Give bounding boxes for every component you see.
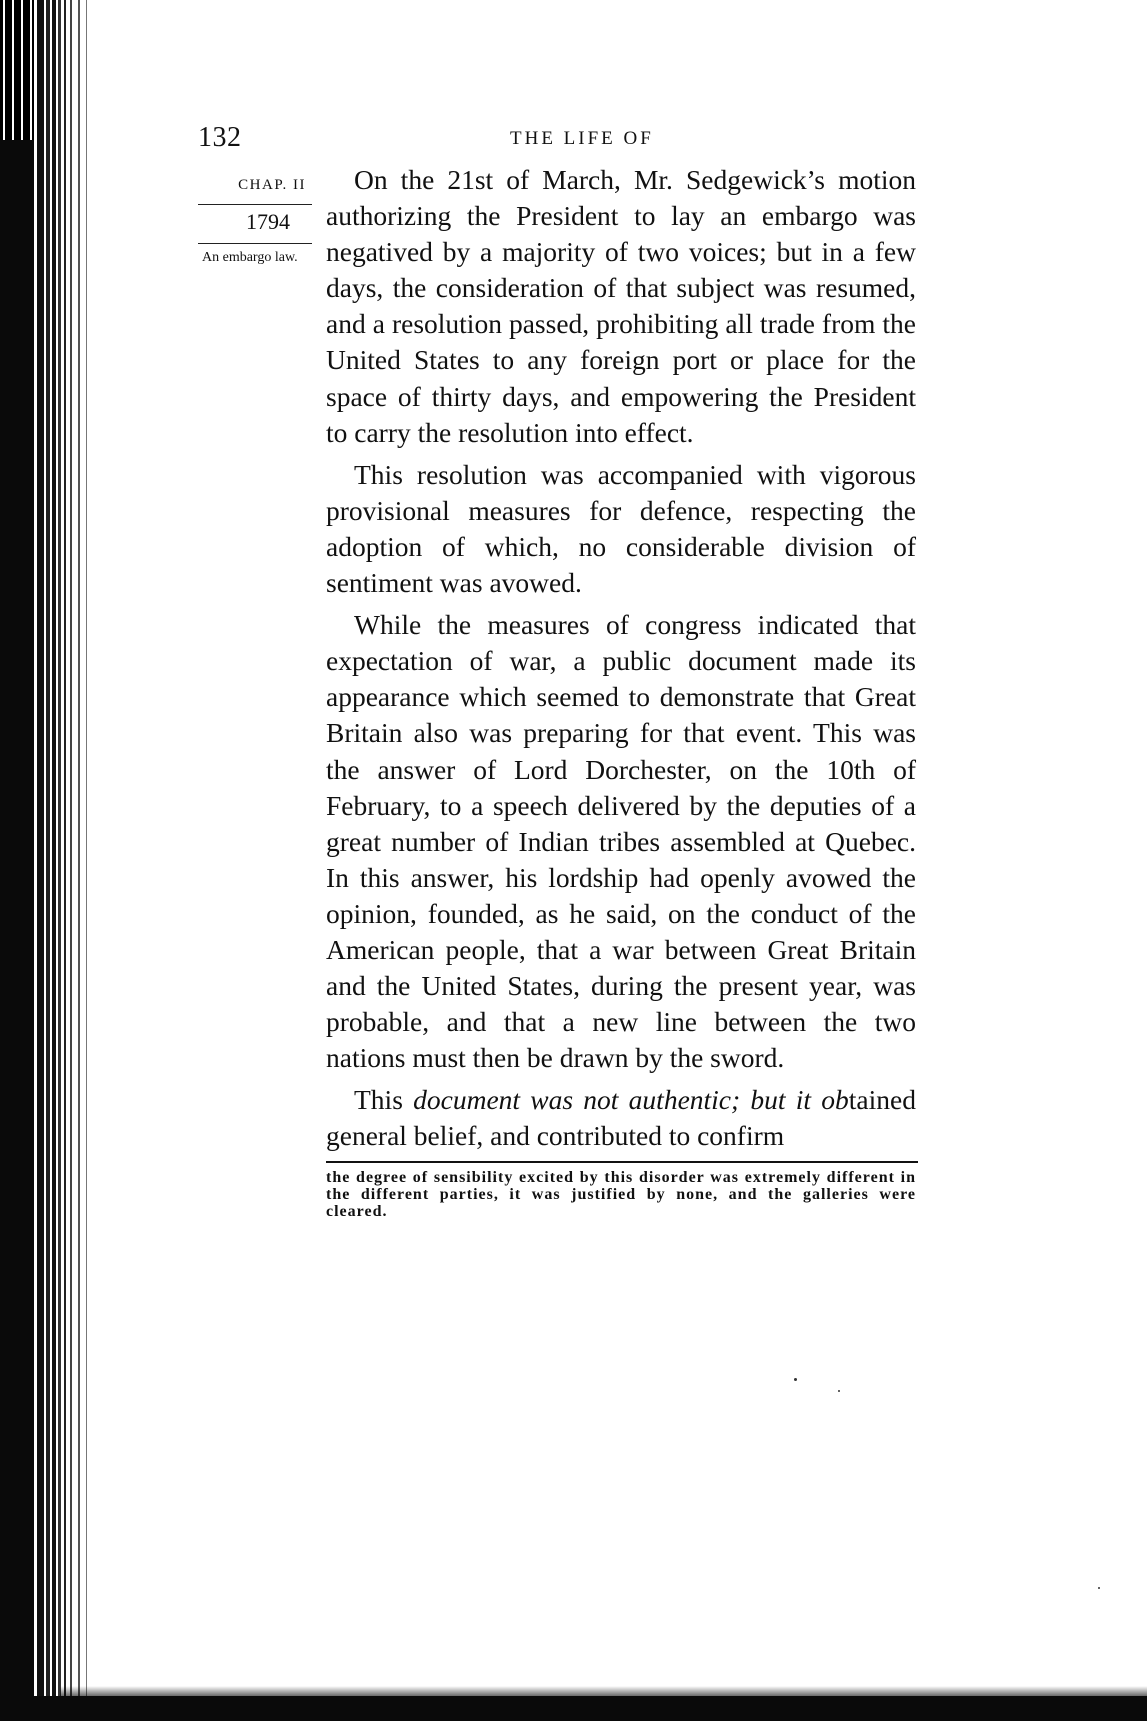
scan-speck bbox=[838, 1390, 840, 1392]
paragraph-last bbox=[326, 1082, 916, 1154]
book-gutter-edge bbox=[0, 0, 34, 140]
page-number: 132 bbox=[198, 122, 242, 153]
main-text bbox=[326, 162, 916, 1220]
scan-speck bbox=[1098, 1587, 1100, 1589]
running-title: THE LIFE OF bbox=[510, 128, 654, 149]
footnote-rule bbox=[326, 1161, 918, 1163]
running-head bbox=[0, 122, 1147, 162]
paragraph: On the 21st of March, Mr. Sedgewick’s motion authorizing the President to lay an embargo was negatived by a majority of two voices; but in a few days, the consideration of that subject was resumed, and a resolution passed, prohibiting all trade from the United States to any foreign port or place for the space of thirty days, and empowering the President to carry the resolution into effect. bbox=[326, 164, 916, 448]
footnote: the degree of sensibility excited by this disorder was extremely different in the different parties, it was justified by none, and the galleries were cleared. bbox=[326, 1168, 916, 1220]
paragraph: This resolution was accompanied with vigorous provisional measures for defence, respecting the adoption of which, no considerable division of sentiment was avowed. bbox=[326, 458, 916, 599]
margin-notes bbox=[198, 172, 312, 265]
book-gutter bbox=[0, 0, 100, 1721]
margin-rule bbox=[198, 204, 312, 205]
year-label: 1794 bbox=[246, 209, 290, 234]
scan-bottom-edge bbox=[0, 1696, 1147, 1721]
paragraph-rest: tained general belief, and contributed to confirm bbox=[326, 1084, 916, 1152]
chapter-label: CHAP. II bbox=[238, 177, 306, 193]
paragraph: While the measures of congress indicated that expectation of war, a public document made its appearance which seemed to demonstrate that Great Britain also was preparing for that event. This was the answer of Lord Dorchester, on the 10th of February, to a speech delivered by the deputies of a great number of Indian tribes assembled at Quebec. In this answer, his lordship had openly avowed the opinion, founded, as he said, on the conduct of the American people, that a war between Great Britain and the United States, during the present year, was probable, and that a new line between the two nations must then be drawn by the sword. bbox=[326, 609, 916, 1074]
scan-speck bbox=[794, 1378, 797, 1381]
sidenote: An embargo law. bbox=[202, 250, 298, 265]
margin-rule bbox=[198, 243, 312, 244]
paragraph-lead: This bbox=[354, 1084, 414, 1116]
paragraph-italic: document was not authentic; but it ob bbox=[413, 1084, 849, 1116]
